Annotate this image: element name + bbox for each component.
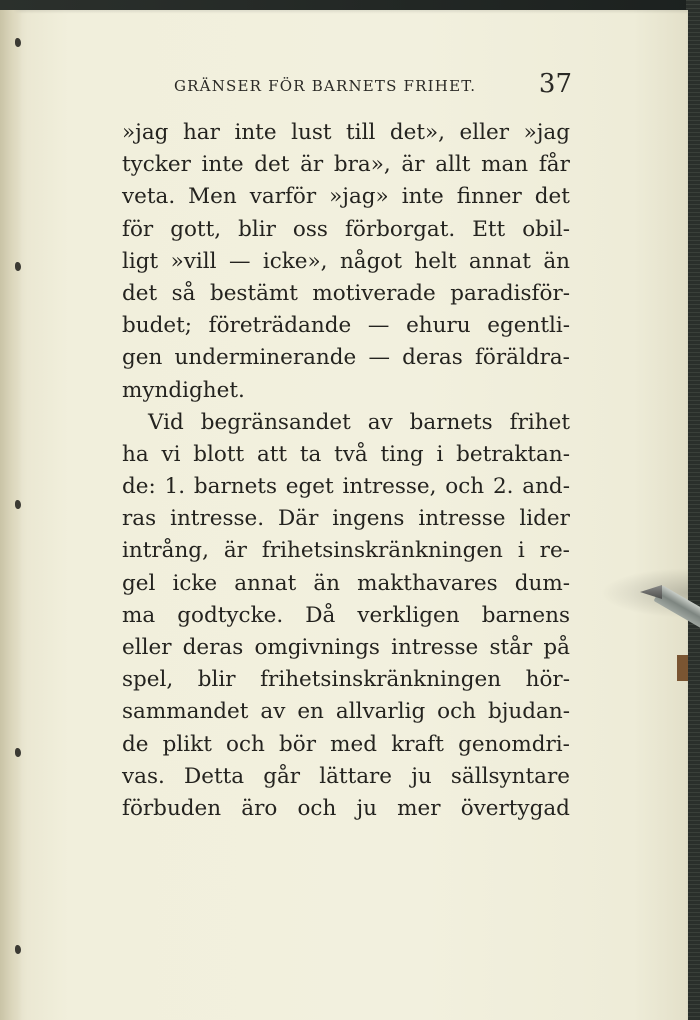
word: får [538, 152, 570, 178]
word: ha [122, 441, 149, 467]
word: veta. [122, 184, 176, 210]
text-line [122, 214, 570, 246]
word: en [297, 699, 324, 725]
word: förbuden [122, 795, 222, 821]
text-line [122, 471, 570, 503]
word: — [367, 313, 390, 339]
word: är [300, 152, 324, 178]
text-line [122, 729, 570, 761]
word: — [228, 248, 251, 274]
word: paradisför- [450, 280, 570, 306]
word: bjudan- [487, 699, 570, 725]
word: oss [292, 216, 328, 242]
word: går [263, 763, 301, 789]
word: så [171, 280, 196, 306]
text-line [122, 503, 570, 535]
text-line [122, 793, 570, 825]
word: de [122, 731, 149, 757]
word: »jag [122, 120, 169, 145]
word: genomdri- [458, 731, 570, 757]
word: två [334, 441, 368, 467]
word: det [534, 184, 570, 210]
word: lättare [319, 763, 393, 789]
word: än [313, 570, 340, 596]
word: det», [389, 120, 445, 145]
word: ju [356, 795, 377, 821]
word: budet; [122, 313, 192, 339]
word: barnets [409, 409, 493, 435]
word: barnens [481, 602, 570, 628]
word: lider [519, 506, 570, 532]
word: ingens [332, 506, 405, 532]
word: obil- [522, 216, 570, 242]
word: av [367, 409, 393, 435]
word: ehuru [406, 313, 471, 339]
word: och [297, 795, 337, 821]
word: bestämt [209, 280, 298, 306]
word: 1. [164, 474, 186, 500]
text-line [122, 664, 570, 696]
word: att [256, 441, 288, 467]
word: vas. [122, 763, 165, 789]
word: sällsyntare [450, 763, 570, 789]
binding-thread-mark [15, 500, 21, 509]
text-line [122, 278, 570, 310]
word: spel, [122, 667, 174, 693]
word: deras [402, 345, 463, 371]
text-line [122, 117, 570, 149]
running-head: GRÄNSER FÖR BARNETS FRIHET. [174, 77, 477, 95]
background-mat [686, 0, 700, 1020]
word: godtycke. [177, 602, 284, 628]
body-text [122, 117, 570, 825]
word: verkligen [357, 602, 460, 628]
word: ta [299, 441, 322, 467]
word: bör [279, 731, 316, 757]
word: är [223, 538, 247, 564]
word: eller [459, 120, 510, 145]
word: och [226, 731, 265, 757]
word: de: [122, 474, 156, 500]
word: äro [241, 795, 278, 821]
word: står [489, 635, 533, 660]
text-line [122, 632, 570, 664]
word: lust [291, 120, 332, 145]
word: övertygad [460, 795, 570, 821]
text-line [122, 310, 570, 342]
word: bra», [333, 152, 391, 178]
word: »jag» [329, 184, 389, 210]
word: mer [397, 795, 441, 821]
word: kraft [391, 731, 444, 757]
word: intresse. [170, 506, 265, 532]
word: det [254, 152, 290, 178]
word: har [182, 120, 220, 145]
word: »vill [170, 248, 217, 274]
word: med [330, 731, 378, 757]
word: man [481, 152, 529, 178]
word: inte [401, 184, 444, 210]
word: helt [414, 248, 457, 274]
word: tycker [122, 152, 191, 178]
word: intresse [418, 506, 506, 532]
word: icke», [262, 248, 328, 274]
word: intresse, [342, 474, 437, 500]
word: finner [456, 184, 522, 210]
word: motiverade [312, 280, 436, 306]
word: Detta [184, 763, 245, 789]
word: sammandet [122, 699, 249, 725]
word: Men [188, 184, 237, 210]
word: Ett [472, 216, 506, 242]
text-line [122, 600, 570, 632]
word: än [543, 248, 570, 274]
word: frihetsinskränkningen [261, 538, 503, 564]
word: ting [380, 441, 424, 467]
text-line [122, 149, 570, 181]
word: — [368, 345, 390, 371]
word: dum- [514, 570, 570, 596]
binding-thread-mark [15, 748, 21, 757]
word: av [260, 699, 286, 725]
word: vi [161, 441, 181, 467]
word: förborgat. [344, 216, 456, 242]
word: varför [249, 184, 317, 210]
text-line [122, 761, 570, 793]
word: i [517, 538, 525, 564]
text-line [122, 246, 570, 278]
word: annat [234, 570, 297, 596]
word: Där [278, 506, 319, 532]
binding-thread-mark [15, 945, 21, 954]
word: gott, [170, 216, 222, 242]
word: omgivnings [254, 635, 380, 660]
page-gutter [0, 10, 22, 1020]
word: föräldra- [474, 345, 570, 371]
page-edge-tab [677, 655, 688, 681]
text-line [122, 181, 570, 213]
word: blott [193, 441, 245, 467]
word: betraktan- [456, 441, 570, 467]
word: intrång, [122, 538, 209, 564]
word: på [543, 635, 570, 660]
word: blir [238, 216, 276, 242]
binding-thread-mark [15, 38, 21, 47]
word: inte [201, 152, 244, 178]
word: re- [539, 538, 570, 564]
text-line [122, 696, 570, 728]
word: makthavares [357, 570, 498, 596]
word: och [445, 474, 485, 500]
page-number: 37 [538, 69, 572, 99]
word: ju [411, 763, 432, 789]
text-line [122, 439, 570, 471]
word: egentli- [487, 313, 570, 339]
word: företrädande [208, 313, 352, 339]
binding-thread-mark [15, 262, 21, 271]
word: i [436, 441, 444, 467]
word: and- [522, 474, 570, 500]
word: eget [285, 474, 334, 500]
word: är [401, 152, 425, 178]
word: hör- [525, 667, 570, 693]
word: plikt [162, 731, 212, 757]
word: allvarlig [335, 699, 426, 725]
word: till [346, 120, 376, 145]
word: ligt [122, 248, 159, 274]
word: barnets [193, 474, 277, 500]
text-line [122, 375, 570, 407]
word: Då [305, 602, 336, 628]
word: det [122, 280, 158, 306]
word: ras [122, 506, 157, 532]
word: frihet [509, 409, 570, 435]
word: och [437, 699, 477, 725]
word: intresse [391, 635, 479, 660]
word: allt [435, 152, 471, 178]
word: ma [122, 602, 156, 628]
word: gel [122, 570, 156, 596]
word: deras [182, 635, 244, 660]
word: något [339, 248, 402, 274]
text-line [122, 535, 570, 567]
text-line [122, 568, 570, 600]
word: begränsandet [200, 409, 351, 435]
word: myndighet. [122, 377, 245, 403]
word: inte [234, 120, 277, 145]
word: Vid [148, 409, 184, 435]
word: »jag [523, 120, 570, 145]
word: frihetsinskränkningen [260, 667, 502, 693]
word: eller [122, 635, 172, 660]
word: blir [197, 667, 236, 693]
word: 2. [492, 474, 514, 500]
text-line [122, 342, 570, 374]
word: icke [172, 570, 218, 596]
text-line [122, 407, 570, 439]
word: underminerande [174, 345, 357, 371]
word: gen [122, 345, 163, 371]
word: annat [468, 248, 531, 274]
word: för [122, 216, 154, 242]
